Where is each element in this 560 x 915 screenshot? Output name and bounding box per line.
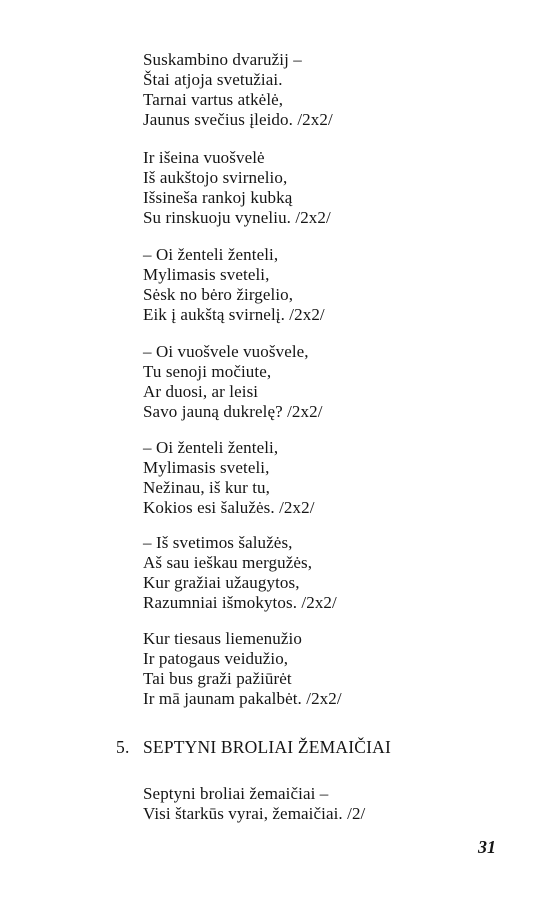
verse-line: Štai atjoja svetužiai. bbox=[143, 70, 283, 89]
next-song-stanza bbox=[143, 784, 473, 824]
verse-line: Iš aukštojo svirnelio, bbox=[143, 168, 288, 187]
verse-line: Aš sau ieškau mergužės, bbox=[143, 553, 313, 572]
verse-line: Kokios esi šalužės. /2x2/ bbox=[143, 498, 315, 517]
stanza-5 bbox=[143, 438, 473, 518]
verse-line: Razumniai išmokytos. /2x2/ bbox=[143, 593, 337, 612]
verse-line: Tu senoji močiute, bbox=[143, 362, 272, 381]
verse-line: Išsineša rankoj kubką bbox=[143, 188, 293, 207]
verse-line: Sėsk no bėro žirgelio, bbox=[143, 285, 294, 304]
verse-line: Kur tiesaus liemenužio bbox=[143, 629, 302, 648]
verse-line: – Iš svetimos šalužės, bbox=[143, 533, 293, 552]
verse-line: Ir mā jaunam pakalbėt. /2x2/ bbox=[143, 689, 342, 708]
stanza-6 bbox=[143, 533, 473, 613]
song-title: SEPTYNI BROLIAI ŽEMAIČIAI bbox=[143, 737, 392, 757]
stanza-7 bbox=[143, 629, 473, 709]
verse-line: Ir patogaus veidužio, bbox=[143, 649, 289, 668]
verse-line: Su rinskuoju vyneliu. /2x2/ bbox=[143, 208, 331, 227]
verse-line: Septyni broliai žemaičiai – bbox=[143, 784, 329, 803]
song-number: 5. bbox=[116, 737, 130, 757]
verse-line: Ar duosi, ar leisi bbox=[143, 382, 259, 401]
song-heading bbox=[116, 736, 391, 758]
verse-line: Kur gražiai užaugytos, bbox=[143, 573, 300, 592]
verse-line: – Oi ženteli ženteli, bbox=[143, 245, 279, 264]
verse-line: – Oi vuošvele vuošvele, bbox=[143, 342, 309, 361]
stanza-3 bbox=[143, 245, 473, 325]
verse-line: Tarnai vartus atkėlė, bbox=[143, 90, 284, 109]
page-number: 31 bbox=[478, 837, 496, 857]
stanza-1 bbox=[143, 50, 473, 130]
verse-line: – Oi ženteli ženteli, bbox=[143, 438, 279, 457]
verse-line: Visi štarkūs vyrai, žemaičiai. /2/ bbox=[143, 804, 366, 823]
verse-line: Ir išeina vuošvelė bbox=[143, 148, 265, 167]
verse-line: Mylimasis sveteli, bbox=[143, 265, 270, 284]
verse-line: Tai bus graži pažiūrėt bbox=[143, 669, 292, 688]
verse-line: Savo jauną dukrelę? /2x2/ bbox=[143, 402, 323, 421]
verse-line: Suskambino dvaružij – bbox=[143, 50, 302, 69]
stanza-2 bbox=[143, 148, 473, 228]
verse-line: Jaunus svečius įleido. /2x2/ bbox=[143, 110, 333, 129]
verse-line: Mylimasis sveteli, bbox=[143, 458, 270, 477]
verse-line: Eik į aukštą svirnelį. /2x2/ bbox=[143, 305, 325, 324]
verse-line: Nežinau, iš kur tu, bbox=[143, 478, 271, 497]
stanza-4 bbox=[143, 342, 473, 422]
